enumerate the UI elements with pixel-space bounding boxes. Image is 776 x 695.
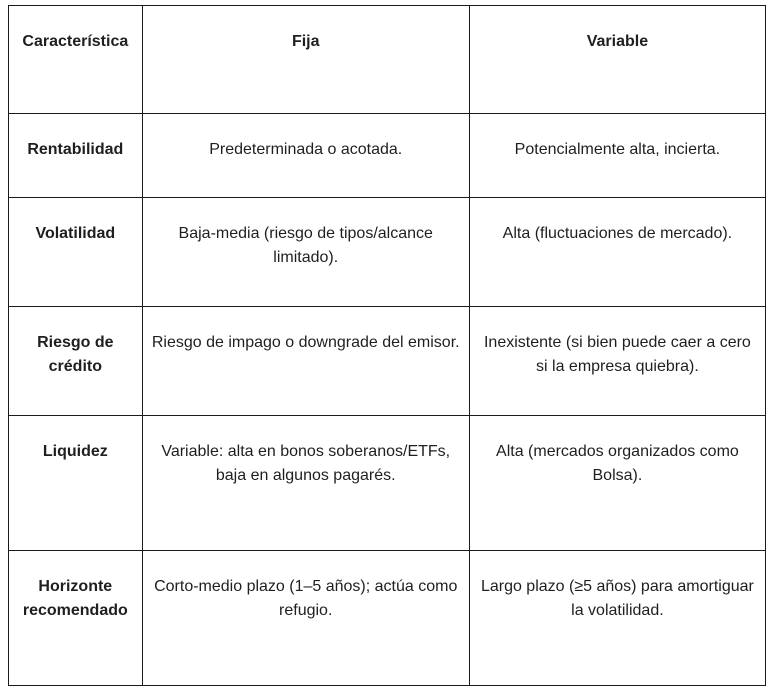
cell-variable: Largo plazo (≥5 años) para amortiguar la volatilidad. <box>469 551 765 686</box>
row-label: Volatilidad <box>9 198 143 307</box>
header-row <box>9 6 766 114</box>
header-fija: Fija <box>142 6 469 114</box>
cell-variable: Potencialmente alta, incierta. <box>469 114 765 198</box>
cell-fija: Riesgo de impago o downgrade del emisor. <box>142 307 469 416</box>
cell-fija: Variable: alta en bonos soberanos/ETFs, baja en algunos pagarés. <box>142 416 469 551</box>
cell-variable: Inexistente (si bien puede caer a cero si la empresa quiebra). <box>469 307 765 416</box>
table-row <box>9 551 766 686</box>
table-row <box>9 307 766 416</box>
table-row <box>9 198 766 307</box>
cell-fija: Predeterminada o acotada. <box>142 114 469 198</box>
row-label: Rentabilidad <box>9 114 143 198</box>
comparison-table <box>8 5 766 686</box>
cell-fija: Corto-medio plazo (1–5 años); actúa como refugio. <box>142 551 469 686</box>
cell-variable: Alta (fluctuaciones de mercado). <box>469 198 765 307</box>
row-label: Riesgo de crédito <box>9 307 143 416</box>
header-variable: Variable <box>469 6 765 114</box>
table-row <box>9 416 766 551</box>
header-caracteristica: Característica <box>9 6 143 114</box>
table-row <box>9 114 766 198</box>
row-label: Horizonte recomendado <box>9 551 143 686</box>
row-label: Liquidez <box>9 416 143 551</box>
cell-fija: Baja-media (riesgo de tipos/alcance limitado). <box>142 198 469 307</box>
cell-variable: Alta (mercados organizados como Bolsa). <box>469 416 765 551</box>
